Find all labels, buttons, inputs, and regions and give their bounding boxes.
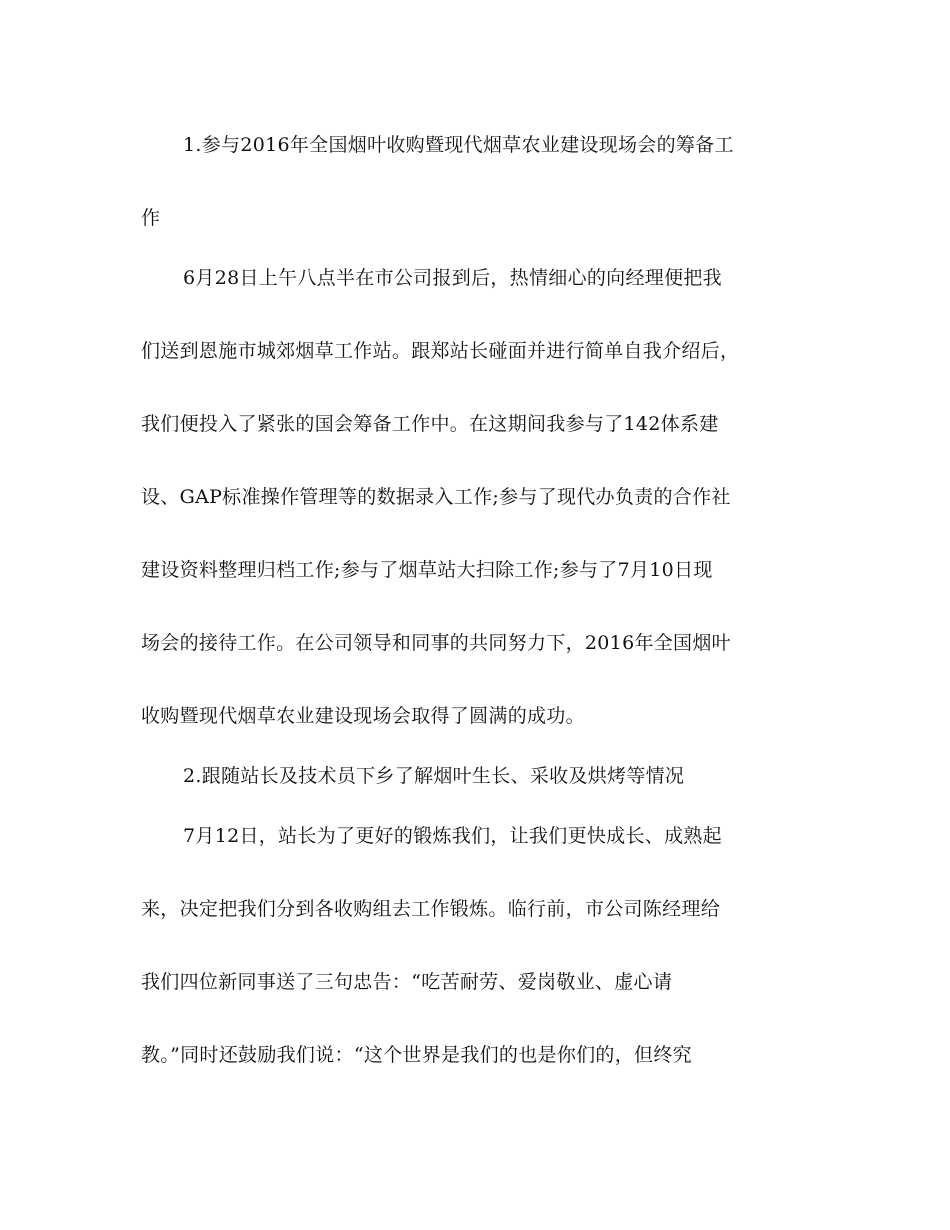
heading-section-2: 2.跟随站长及技术员下乡了解烟叶生长、采收及烘烤等情况 bbox=[183, 765, 685, 787]
paragraph-line: 我们便投入了紧张的国会筹备工作中。在这期间我参与了142体系建 bbox=[141, 413, 719, 435]
paragraph-line: 收购暨现代烟草农业建设现场会取得了圆满的成功。 bbox=[141, 705, 585, 727]
paragraph-line: 们送到恩施市城郊烟草工作站。跟郑站长碰面并进行简单自我介绍后， bbox=[141, 340, 740, 362]
heading-section-1-continued: 作 bbox=[141, 207, 161, 229]
paragraph-line: 教。”同时还鼓励我们说：“这个世界是我们的也是你们的，但终究 bbox=[141, 1044, 692, 1066]
paragraph-line: 7月12日，站长为了更好的锻炼我们，让我们更快成长、成熟起 bbox=[183, 825, 722, 847]
paragraph-line: 场会的接待工作。在公司领导和同事的共同努力下，2016年全国烟叶 bbox=[141, 632, 731, 654]
paragraph-line: 来，决定把我们分到各收购组去工作锻炼。临行前，市公司陈经理给 bbox=[141, 898, 721, 920]
paragraph-line: 设、GAP标准操作管理等的数据录入工作;参与了现代办负责的合作社 bbox=[141, 486, 731, 508]
heading-section-1: 1.参与2016年全国烟叶收购暨现代烟草农业建设现场会的筹备工 bbox=[183, 134, 734, 156]
paragraph-line: 我们四位新同事送了三句忠告：“吃苦耐劳、爱岗敬业、虚心请 bbox=[141, 971, 673, 993]
paragraph-line: 建设资料整理归档工作;参与了烟草站大扫除工作;参与了7月10日现 bbox=[141, 559, 713, 581]
paragraph-line: 6月28日上午八点半在市公司报到后，热情细心的向经理便把我 bbox=[183, 267, 722, 289]
